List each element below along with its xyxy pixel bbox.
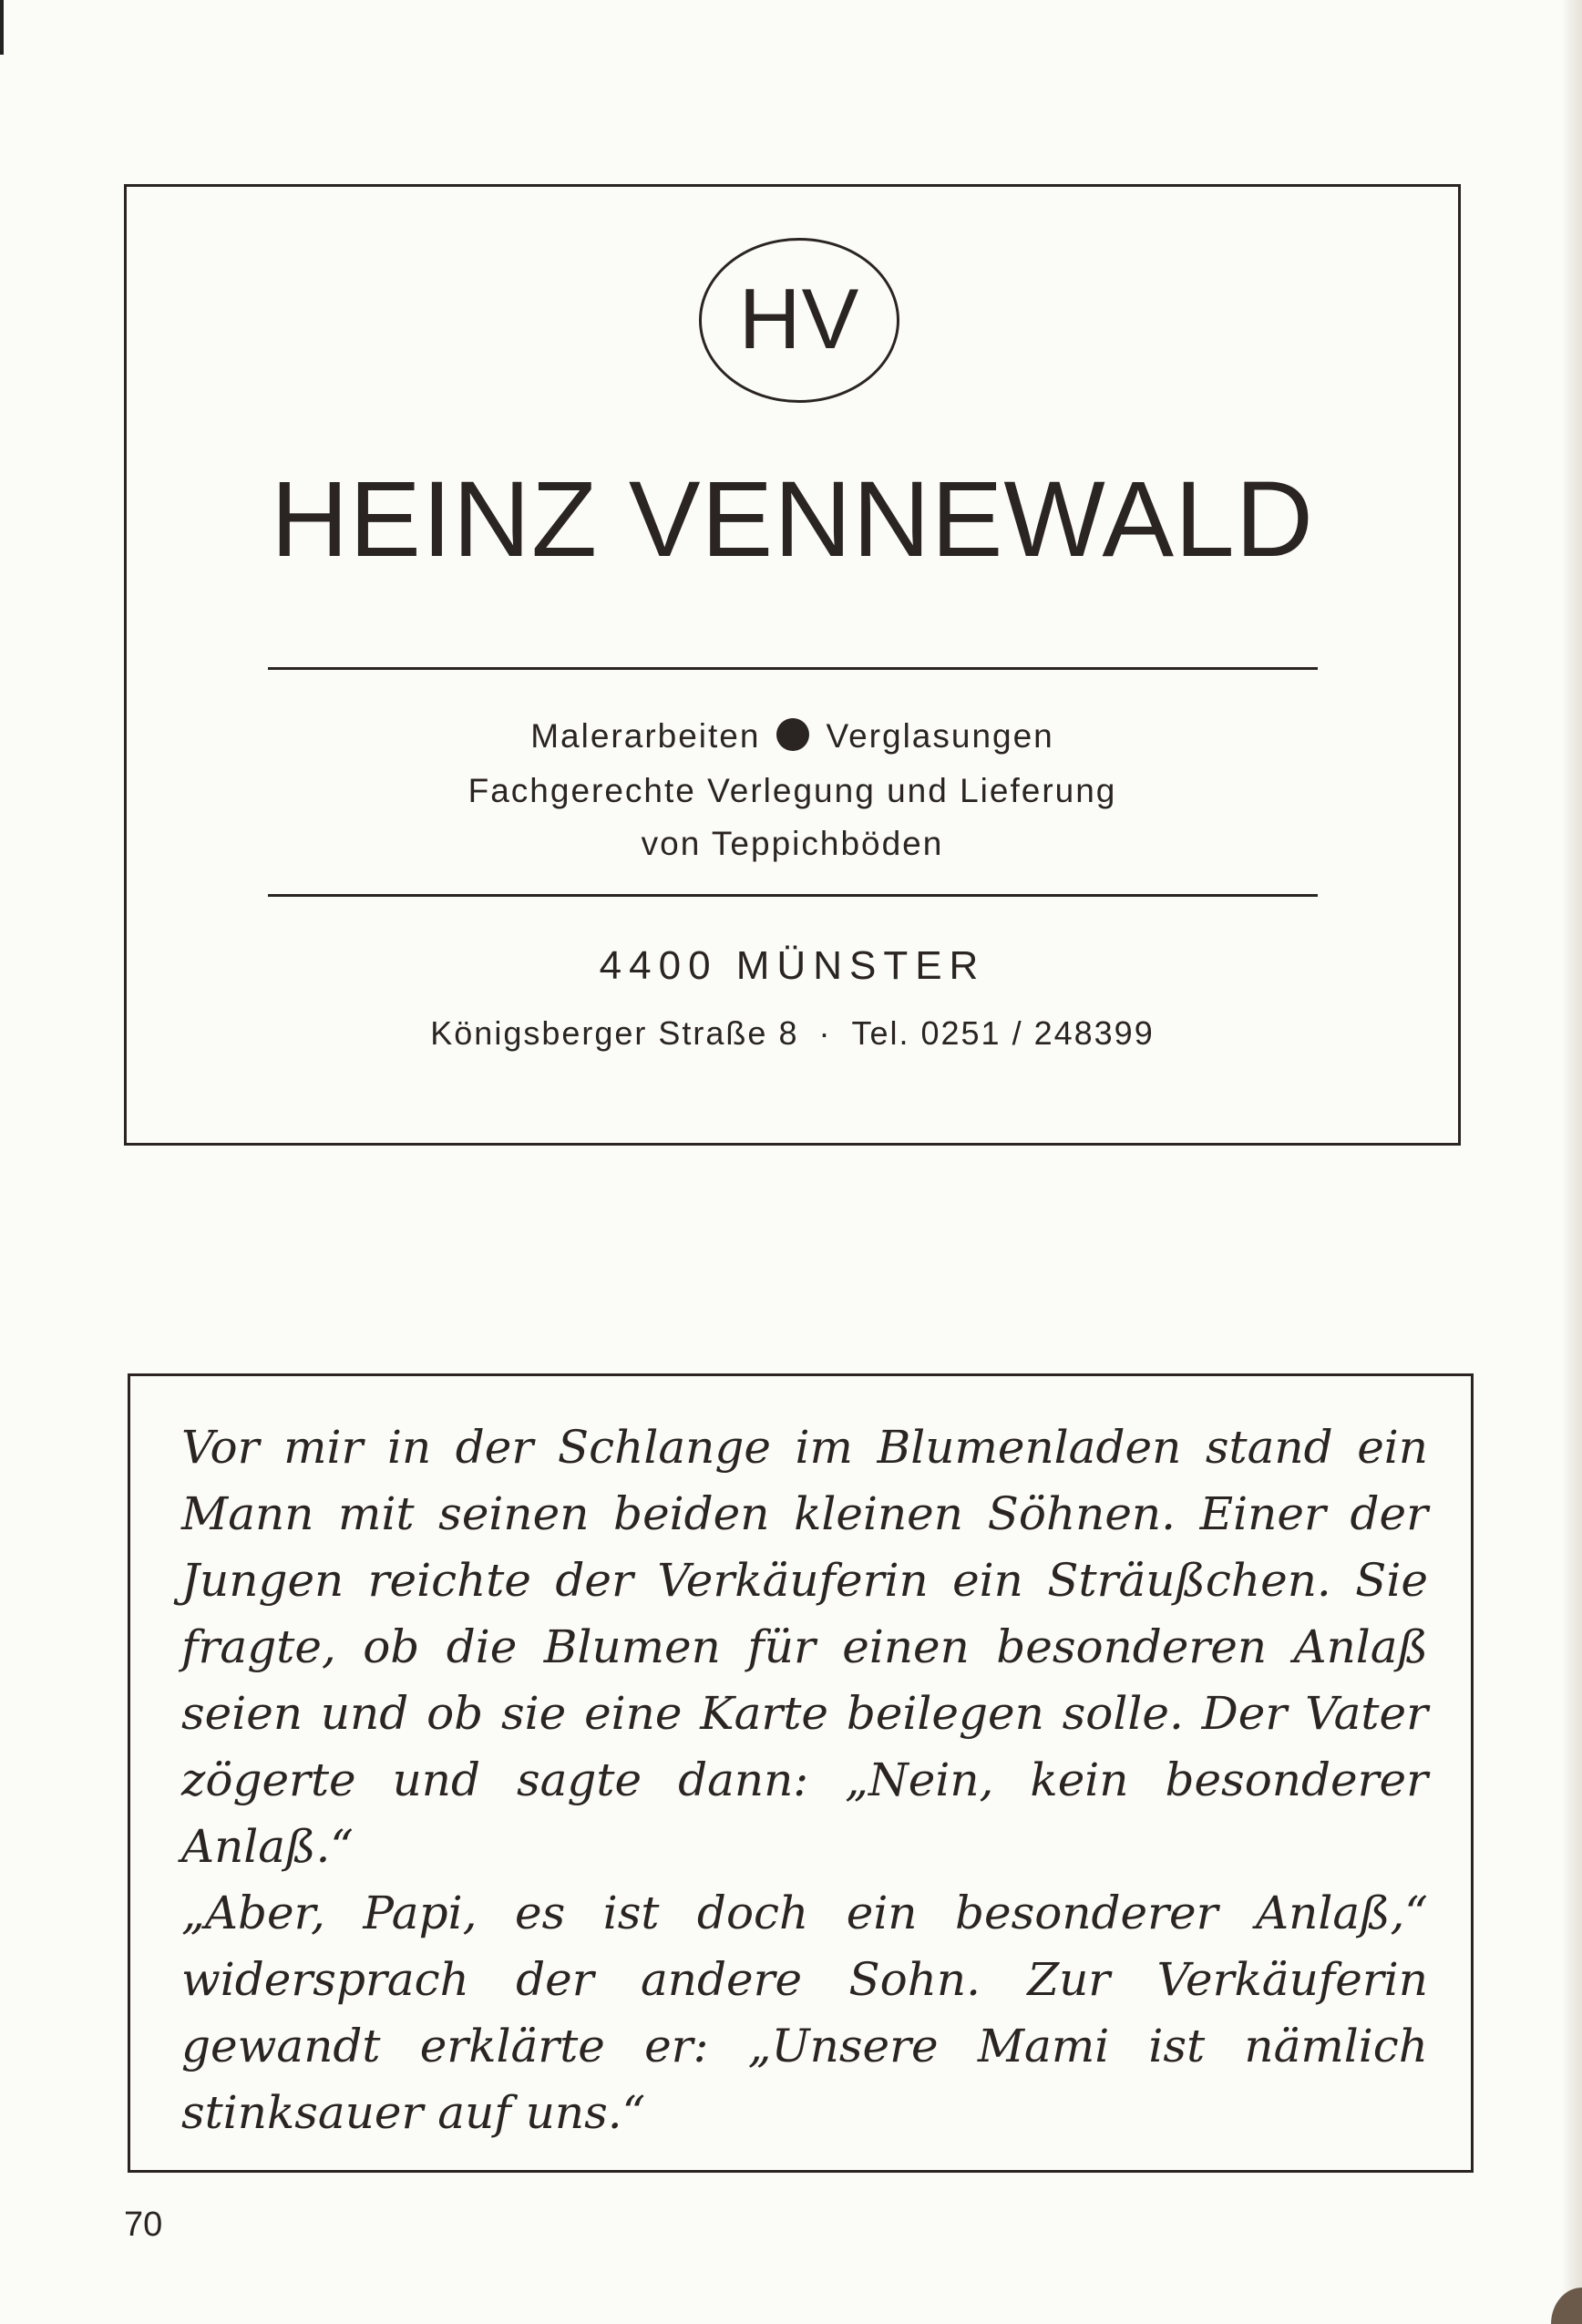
service-painting: Malerarbeiten [530,717,761,755]
services-line-3: von Teppichböden [641,825,944,862]
scan-edge [0,0,4,55]
scan-corner [1551,2288,1582,2324]
address-line [127,1014,1458,1053]
company-name: HEINZ VENNEWALD [271,459,1314,580]
city-line: 4400 MÜNSTER [599,943,986,988]
divider-top [268,667,1318,670]
page-number: 70 [124,2206,163,2244]
company-logo [699,238,899,403]
advertisement-box [124,184,1461,1146]
service-glazing: Verglasungen [826,717,1054,755]
page-edge-shadow [1562,0,1582,2324]
anecdote-box [128,1373,1474,2173]
logo-text: HV [738,271,860,366]
anecdote-text: Vor mir in der Schlange im Blumenladen stand ein Mann mit seinen beiden kleinen Söhnen. Einer der Jungen reichte der Verkäuferin ein Sträußchen. Sie fragte, ob die Blumen für einen besonderen Anlaß seien und ob sie eine Karte beilegen solle. Der Vater zögerte und sagte dann: „Nein, kein besonderer Anlaß.“ „Aber, Papi, es ist doch ein besonderer Anlaß,“ widersprach der andere Sohn. Zur Verkäuferin gewandt erklärte er: „Unsere Mami ist nämlich stinksauer auf uns.“ [181,1421,1428,2139]
services-line-1 [127,717,1458,756]
separator-dot: · [818,1014,832,1052]
phone-number: Tel. 0251 / 248399 [851,1014,1155,1052]
bullet-icon [776,718,809,751]
services-line-2: Fachgerechte Verlegung und Lieferung [467,772,1117,809]
divider-bottom [268,894,1318,897]
street-address: Königsberger Straße 8 [430,1014,799,1052]
